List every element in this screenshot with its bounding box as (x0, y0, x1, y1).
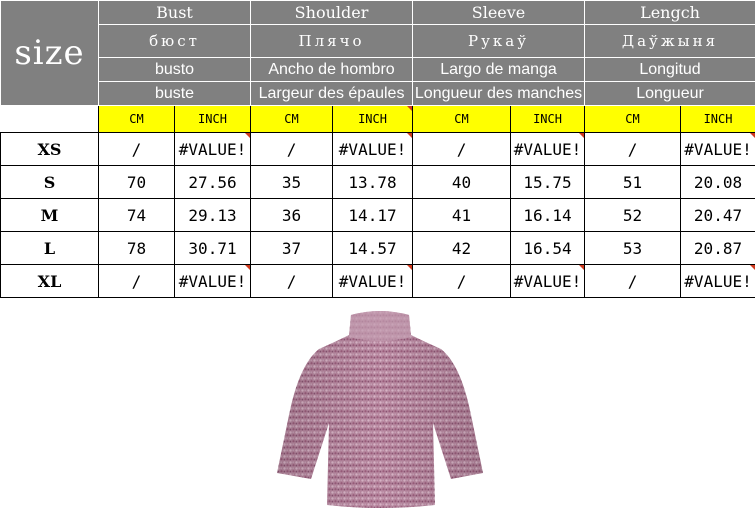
table-cell: 20.47 (681, 199, 755, 232)
table-row (1, 166, 755, 199)
unit-row-spacer (1, 106, 99, 133)
table-cell: / (413, 265, 511, 298)
bust-header-fr: buste (99, 82, 251, 106)
sweater-illustration (265, 305, 495, 515)
table-cell: 53 (585, 232, 681, 265)
table-cell: / (251, 133, 333, 166)
table-cell: 74 (99, 199, 175, 232)
table-cell: #VALUE! (333, 133, 413, 166)
table-cell: 42 (413, 232, 511, 265)
table-row (1, 265, 755, 298)
product-image (265, 305, 495, 515)
unit-row (1, 106, 755, 133)
table-cell: 20.87 (681, 232, 755, 265)
table-cell: #VALUE! (681, 133, 755, 166)
table-cell: 41 (413, 199, 511, 232)
table-row (1, 133, 755, 166)
unit-cell: CM (585, 106, 681, 133)
table-cell: 14.17 (333, 199, 413, 232)
table-cell: 36 (251, 199, 333, 232)
length-header-en: Lengch (585, 1, 755, 25)
sleeve-header-ru: Рукаў (413, 25, 585, 58)
table-cell: / (99, 133, 175, 166)
table-cell: / (413, 133, 511, 166)
length-header-ru: Даўжыня (585, 25, 755, 58)
unit-cell: CM (413, 106, 511, 133)
table-row (1, 199, 755, 232)
table-cell: 37 (251, 232, 333, 265)
table-cell: 35 (251, 166, 333, 199)
table-cell: 51 (585, 166, 681, 199)
shoulder-header-fr: Largeur des épaules (251, 82, 413, 106)
shoulder-header-es: Ancho de hombro (251, 58, 413, 82)
table-row (1, 232, 755, 265)
table-cell: / (99, 265, 175, 298)
size-header: size (1, 1, 99, 106)
bust-header-en: Bust (99, 1, 251, 25)
size-label: S (1, 166, 99, 199)
table-cell: 13.78 (333, 166, 413, 199)
table-cell: 16.54 (511, 232, 585, 265)
shoulder-header-ru: Плячо (251, 25, 413, 58)
table-cell: / (251, 265, 333, 298)
table-cell: #VALUE! (681, 265, 755, 298)
table-cell: 20.08 (681, 166, 755, 199)
bust-header-es: busto (99, 58, 251, 82)
table-cell: 15.75 (511, 166, 585, 199)
unit-cell: CM (99, 106, 175, 133)
table-cell: 30.71 (175, 232, 251, 265)
length-header-es: Longitud (585, 58, 755, 82)
table-cell: #VALUE! (333, 265, 413, 298)
table-cell: / (585, 265, 681, 298)
table-cell: 78 (99, 232, 175, 265)
sleeve-header-en: Sleeve (413, 1, 585, 25)
unit-cell: INCH (681, 106, 755, 133)
shoulder-header-en: Shoulder (251, 1, 413, 25)
table-cell: 52 (585, 199, 681, 232)
table-cell: 40 (413, 166, 511, 199)
table-cell: 70 (99, 166, 175, 199)
table-cell: / (585, 133, 681, 166)
unit-cell: INCH (175, 106, 251, 133)
table-cell: #VALUE! (175, 265, 251, 298)
unit-cell: CM (251, 106, 333, 133)
table-cell: #VALUE! (511, 133, 585, 166)
sleeve-header-fr: Longueur des manches (413, 82, 585, 106)
unit-cell: INCH (333, 106, 413, 133)
sleeve-header-es: Largo de manga (413, 58, 585, 82)
table-cell: 16.14 (511, 199, 585, 232)
table-cell: 29.13 (175, 199, 251, 232)
size-label: XS (1, 133, 99, 166)
size-label: L (1, 232, 99, 265)
size-label: XL (1, 265, 99, 298)
unit-cell: INCH (511, 106, 585, 133)
size-label: M (1, 199, 99, 232)
sweater-collar (349, 311, 411, 341)
length-header-fr: Longueur (585, 82, 755, 106)
table-cell: #VALUE! (511, 265, 585, 298)
table-cell: #VALUE! (175, 133, 251, 166)
table-cell: 27.56 (175, 166, 251, 199)
table-cell: 14.57 (333, 232, 413, 265)
bust-header-ru: бюст (99, 25, 251, 58)
